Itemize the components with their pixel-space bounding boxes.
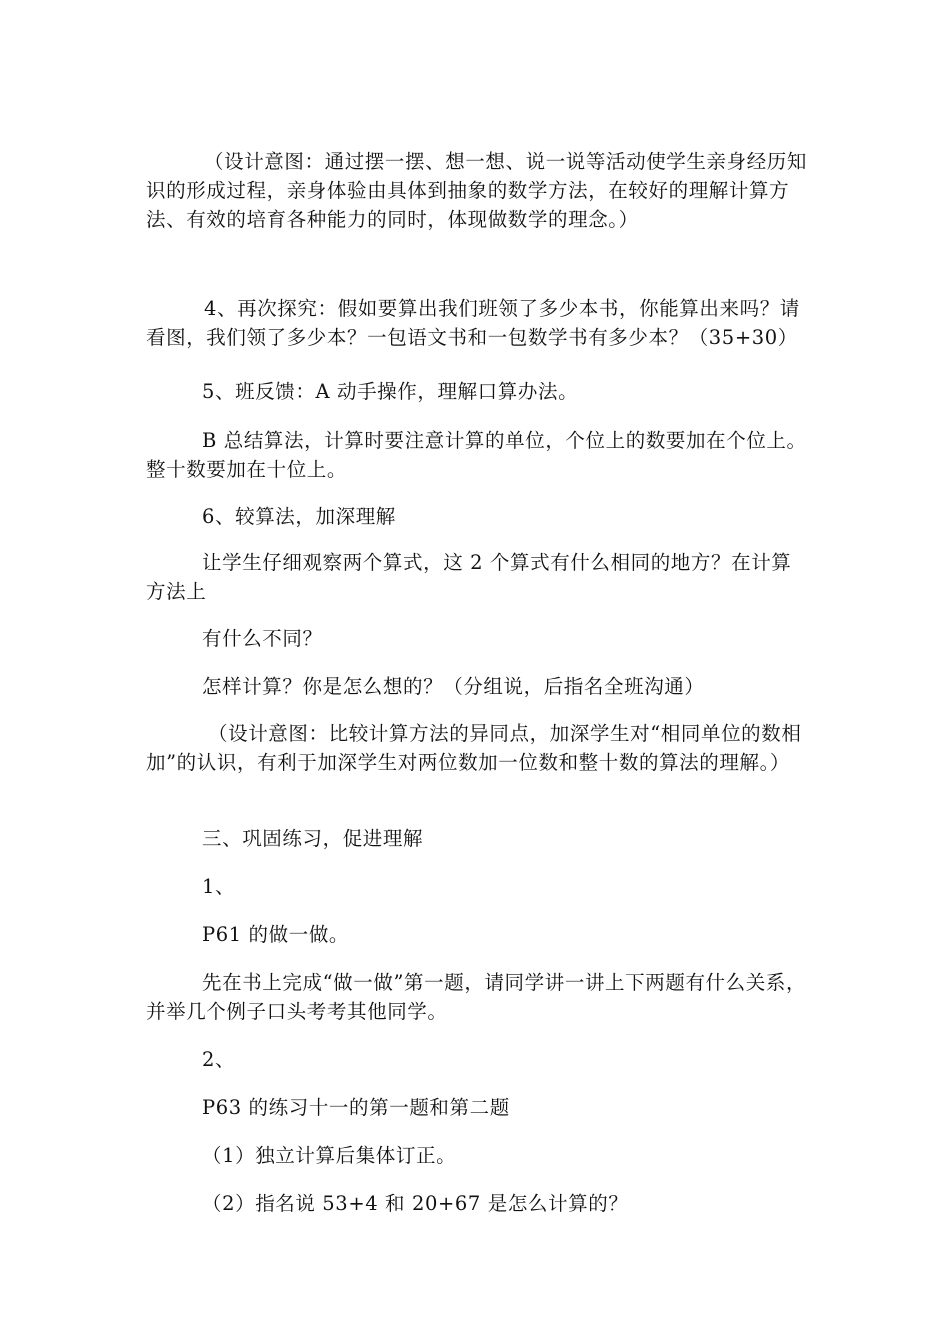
design-intent-2-paragraph: （设计意图：比较计算方法的异同点，加深学生对“相同单位的数相加”的认识，有利于加深学生对两位数加一位数和整十数的算法的理解。）: [146, 722, 802, 774]
step-5-paragraph: 5、班反馈：A 动手操作，理解口算办法。: [202, 380, 579, 403]
design-intent-paragraph: （设计意图：通过摆一摆、想一想、说一说等活动使学生亲身经历知识的形成过程，亲身体验由具体到抽象的数学方法，在较好的理解计算方法、有效的培育各种能力的同时，体现做数学的理念。）: [146, 150, 808, 231]
exercise-1-description: 先在书上完成“做一做”第一题，请同学讲一讲上下两题有什么关系，并举几个例子口头考考其他同学。: [146, 971, 807, 1023]
observe-paragraph: 让学生仔细观察两个算式，这 2 个算式有什么相同的地方？在计算方法上: [146, 551, 792, 603]
step-4-paragraph: 4、再次探究：假如要算出我们班领了多少本书，你能算出来吗？请看图，我们领了多少本？一包语文书和一包数学书有多少本？（35+30）: [146, 297, 800, 349]
how-paragraph: 怎样计算？你是怎么想的？（分组说，后指名全班沟通）: [202, 675, 705, 698]
difference-paragraph: 有什么不同？: [202, 627, 323, 650]
section-heading: 三、巩固练习，促进理解: [202, 827, 424, 850]
exercise-2-item-1: （1）独立计算后集体订正。: [202, 1144, 457, 1167]
exercise-2-number: 2、: [202, 1048, 236, 1071]
step-5b-paragraph: B 总结算法，计算时要注意计算的单位，个位上的数要加在个位上。整十数要加在十位上。: [146, 429, 807, 481]
exercise-2-reference: P63 的练习十一的第一题和第二题: [202, 1096, 510, 1119]
step-6-paragraph: 6、较算法，加深理解: [202, 505, 396, 528]
exercise-1-reference: P61 的做一做。: [202, 923, 350, 946]
exercise-1-number: 1、: [202, 875, 236, 898]
exercise-2-item-2: （2）指名说 53+4 和 20+67 是怎么计算的？: [202, 1192, 629, 1215]
